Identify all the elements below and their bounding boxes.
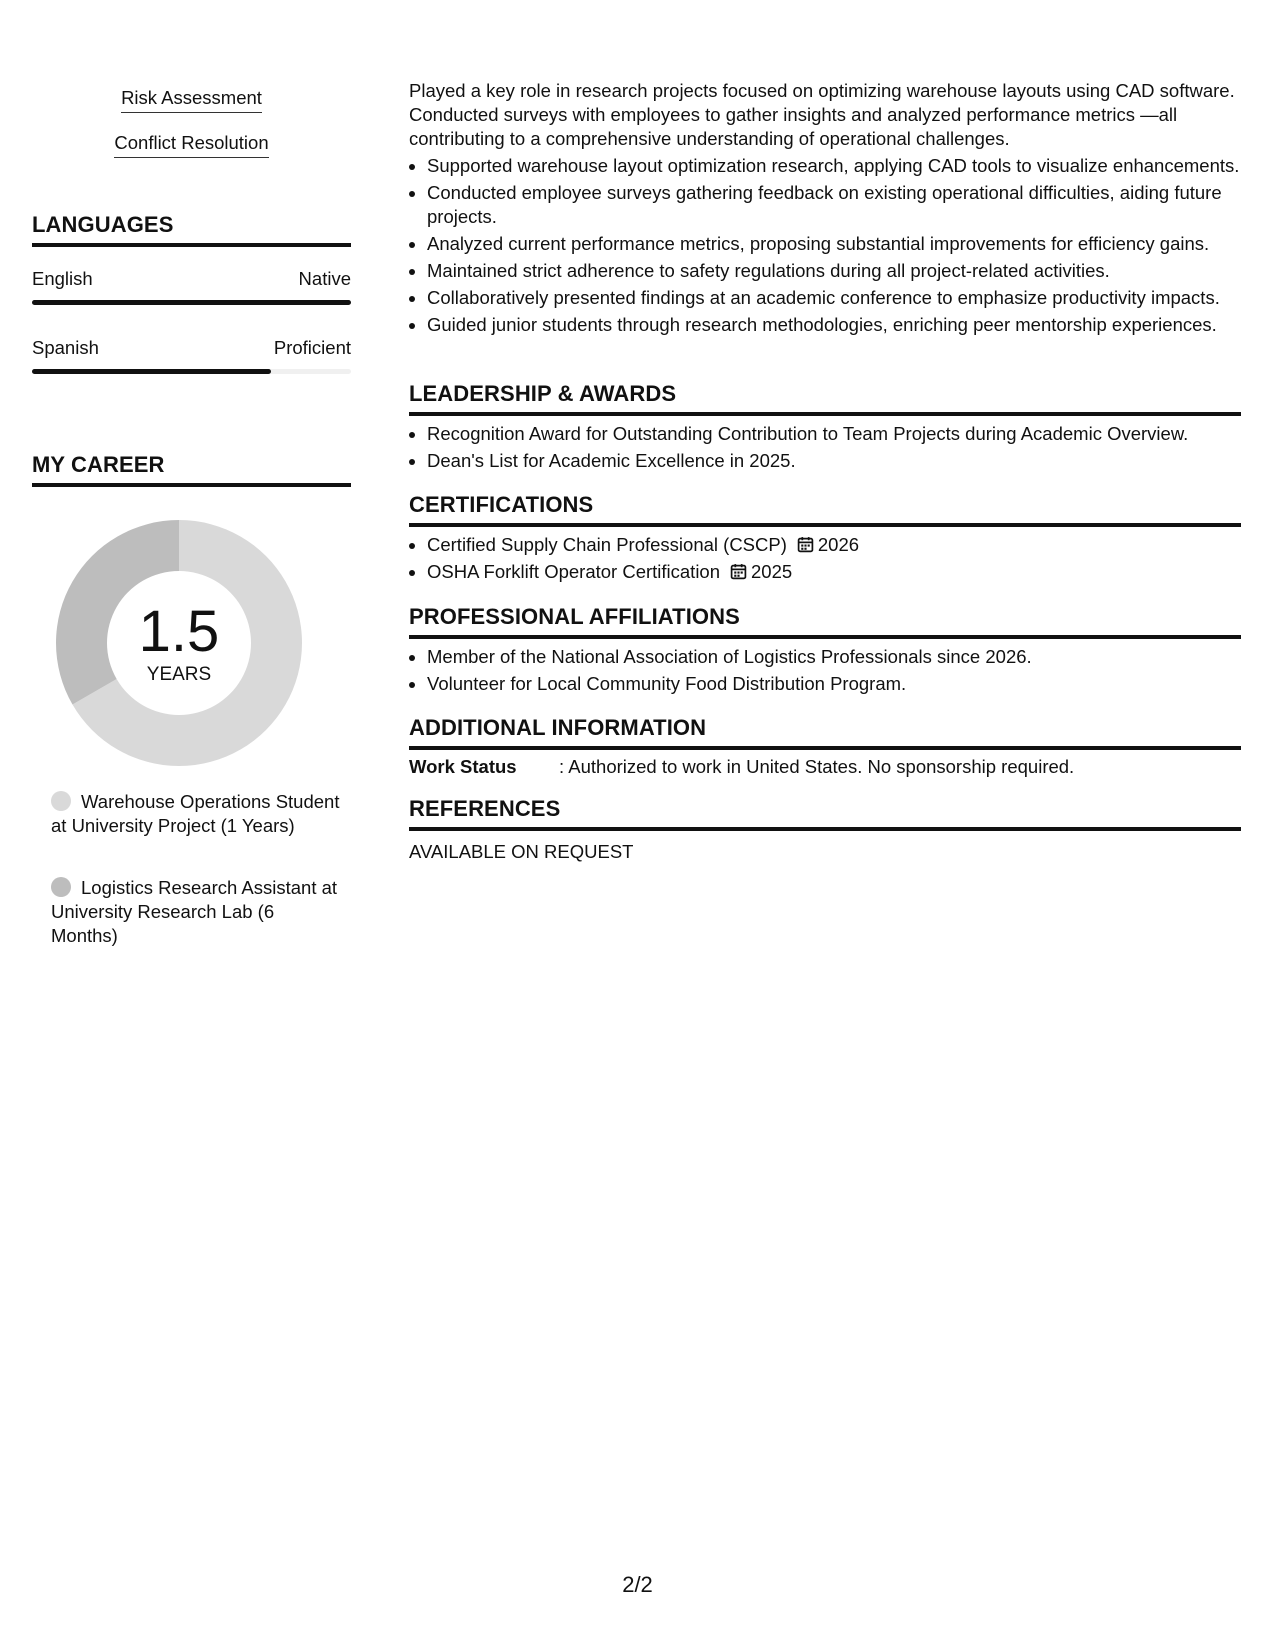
list-item: • Supported warehouse layout optimization research, applying CAD tools to visualize enhancements. [427,154,1259,178]
language-name: Spanish [32,337,99,358]
language-bar-fill [32,300,351,305]
certification-year: 2026 [817,534,860,555]
list-item: • Dean's List for Academic Excellence in 2025. [427,449,1259,473]
leadership-list [409,422,1259,476]
additional-info-heading: ADDITIONAL INFORMATION [409,715,1241,750]
certifications-heading: CERTIFICATIONS [409,492,1241,527]
language-bar [32,369,351,374]
list-item: • Guided junior students through research methodologies, enriching peer mentorship experiences. [427,313,1259,337]
career-total-unit: YEARS [146,664,212,685]
career-legend-item [51,876,341,948]
language-name: English [32,268,93,289]
skill-tag [32,131,351,158]
language-level: Proficient [273,337,351,358]
legend-dot [51,791,71,811]
work-status-row [409,755,1241,779]
career-legend-label: Logistics Research Assistant at University Research Lab (6 Months) [51,877,338,946]
list-item: • Member of the National Association of Logistics Professionals since 2026. [427,645,1259,669]
list-item: • Conducted employee surveys gathering feedback on existing operational difficulties, aiding future projects. [427,181,1259,229]
list-item: • Analyzed current performance metrics, proposing substantial improvements for efficiency gains. [427,232,1259,256]
list-item: • Volunteer for Local Community Food Distribution Program. [427,672,1259,696]
career-heading: MY CAREER [32,452,351,487]
language-bar-fill [32,369,271,374]
leadership-heading: LEADERSHIP & AWARDS [409,381,1241,416]
affiliations-heading: PROFESSIONAL AFFILIATIONS [409,604,1241,639]
list-item: • Collaboratively presented findings at an academic conference to emphasize productivity impacts. [427,286,1259,310]
certification-name: OSHA Forklift Operator Certification [427,561,721,582]
references-heading: REFERENCES [409,796,1241,831]
certification-year: 2025 [751,561,793,582]
career-donut [56,520,302,766]
certification-item [427,560,1259,584]
work-status-label: Work Status [409,756,517,777]
list-item: • Recognition Award for Outstanding Contribution to Team Projects during Academic Overview. [427,422,1259,446]
certifications-list [409,533,1259,587]
experience-summary: Played a key role in research projects focused on optimizing warehouse layouts using CAD software. Conducted surveys with employees to gather insights and analyzed performance metrics —all contributing to a comprehensive understanding of operational challenges. [409,80,1235,149]
languages-heading: LANGUAGES [32,212,351,247]
language-level: Native [298,268,351,289]
page-number: 2/2 [622,1572,653,1597]
career-legend-label: Warehouse Operations Student at University Project (1 Years) [51,791,340,836]
experience-bullets [409,154,1259,340]
career-total [56,520,302,766]
list-item: • Maintained strict adherence to safety regulations during all project-related activities. [427,259,1259,283]
calendar-icon [797,536,814,553]
skill-label: Risk Assessment [121,86,262,113]
skill-label: Conflict Resolution [114,131,268,158]
affiliations-list [409,645,1259,699]
certification-item [427,533,1259,557]
career-legend-item [51,790,341,838]
calendar-icon [730,563,747,580]
references-text: AVAILABLE ON REQUEST [409,841,634,862]
legend-dot [51,877,71,897]
career-total-value: 1.5 [138,599,220,664]
certification-name: Certified Supply Chain Professional (CSCP) [427,534,787,555]
skill-tag [32,86,351,113]
language-bar [32,300,351,305]
work-status-value: : Authorized to work in United States. No sponsorship required. [559,756,1075,777]
